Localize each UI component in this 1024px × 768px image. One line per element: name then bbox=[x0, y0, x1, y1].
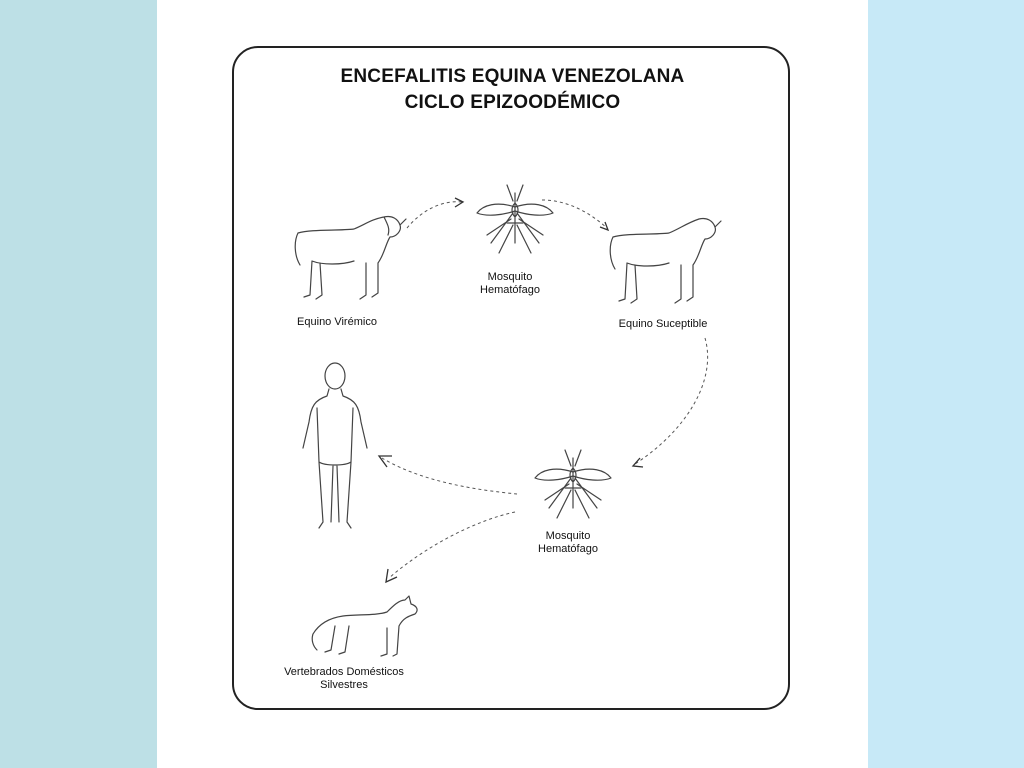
diagram-title-line1: ENCEFALITIS EQUINA VENEZOLANA bbox=[340, 66, 685, 87]
mosquito-top-icon bbox=[477, 185, 553, 253]
dog-icon bbox=[312, 596, 417, 656]
left-background-band bbox=[0, 0, 157, 768]
label-vertebrados-line2: Silvestres bbox=[320, 679, 368, 691]
horse-susceptible-icon bbox=[610, 218, 721, 303]
arrow-mosquito-to-dog bbox=[389, 512, 515, 578]
slide bbox=[157, 0, 868, 768]
label-equino-viremico: Equino Virémico bbox=[297, 316, 377, 328]
human-figure-icon bbox=[303, 363, 367, 528]
mosquito-bottom-icon bbox=[535, 450, 611, 518]
right-background-band bbox=[868, 0, 1024, 768]
label-mosquito-bottom bbox=[513, 530, 623, 556]
label-mosquito-top-line2: Hematófago bbox=[480, 284, 540, 296]
arrow-mosquito-to-human bbox=[382, 458, 517, 494]
arrow-horse-to-mosquito bbox=[407, 202, 462, 228]
diagram-illustrations bbox=[157, 0, 868, 768]
label-mosquito-top bbox=[455, 271, 565, 297]
label-mosquito-bottom-line2: Hematófago bbox=[538, 543, 598, 555]
label-mosquito-top-line1: Mosquito bbox=[487, 271, 533, 283]
label-vertebrados bbox=[269, 666, 419, 692]
label-mosquito-bottom-line1: Mosquito bbox=[545, 530, 591, 542]
horse-viremic-icon bbox=[295, 216, 406, 299]
arrowhead-1 bbox=[455, 198, 463, 207]
diagram-title-line2: CICLO EPIZOODÉMICO bbox=[404, 92, 621, 113]
label-equino-susceptible: Equino Suceptible bbox=[618, 318, 708, 330]
arrowhead-4 bbox=[379, 456, 392, 467]
label-vertebrados-line1: Vertebrados Domésticos bbox=[284, 666, 404, 678]
arrow-horse-to-mosquito-bottom bbox=[635, 338, 708, 464]
